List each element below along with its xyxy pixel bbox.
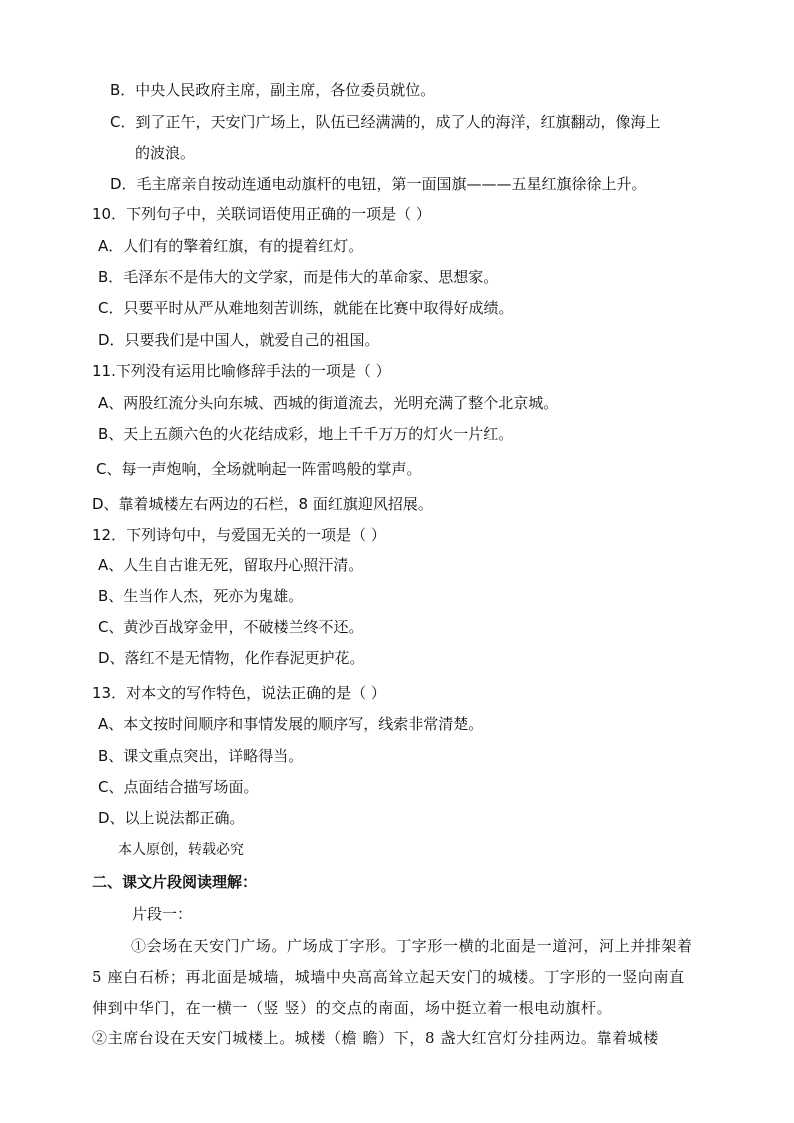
q13-option-c: C、点面结合描写场面。: [98, 778, 259, 796]
q9-option-c-continued: 的波浪。: [135, 144, 196, 162]
q13-option-d: D、以上说法都正确。: [98, 809, 245, 827]
q12-option-b: B、生当作人杰，死亦为鬼雄。: [98, 587, 304, 605]
q11-option-b: B、天上五颜六色的火花结成彩，地上千千万万的灯火一片红。: [98, 425, 514, 443]
section-heading: 二、课文片段阅读理解：: [92, 873, 258, 891]
paragraph-line-4: ②主席台设在天安门城楼上。城楼（檐 瞻）下，8 盏大红宫灯分挂两边。靠着城楼: [92, 1029, 659, 1047]
q10-option-a: A．人们有的擎着红旗，有的提着红灯。: [98, 237, 364, 255]
copyright-note: 本人原创，转载必究: [118, 842, 244, 858]
paragraph-line-1: ①会场在天安门广场。广场成丁字形。丁字形一横的北面是一道河，河上并排架着: [131, 937, 693, 955]
q9-option-c: C．到了正午，天安门广场上，队伍已经满满的，成了人的海洋，红旗翻动，像海上: [110, 113, 661, 131]
q13-option-a: A、本文按时间顺序和事情发展的顺序写，线索非常清楚。: [98, 715, 484, 733]
q11-question: 11.下列没有运用比喻修辞手法的一项是（ ）: [92, 362, 391, 380]
q12-option-d: D、落红不是无情物，化作春泥更护花。: [98, 649, 365, 667]
q10-option-c: C．只要平时从严从难地刻苦训练，就能在比赛中取得好成绩。: [98, 299, 514, 317]
q11-option-a: A、两股红流分头向东城、西城的街道流去，光明充满了整个北京城。: [98, 394, 559, 412]
q9-option-d: D．毛主席亲自按动连通电动旗杆的电钮，第一面国旗———五星红旗徐徐上升。: [110, 175, 647, 193]
q11-option-d: D、靠着城楼左右两边的石栏，8 面红旗迎风招展。: [92, 495, 433, 513]
q12-question: 12．下列诗句中，与爱国无关的一项是（ ）: [92, 526, 386, 544]
q10-question: 10．下列句子中，关联词语使用正确的一项是（ ）: [92, 205, 431, 223]
paragraph-line-2: 5 座白石桥；再北面是城墙，城墙中央高高耸立起天安门的城楼。丁字形的一竖向南直: [92, 968, 685, 986]
q10-option-b: B．毛泽东不是伟大的文学家，而是伟大的革命家、思想家。: [98, 268, 499, 286]
q12-option-a: A、人生自古谁无死，留取丹心照汗清。: [98, 556, 364, 574]
q10-option-d: D．只要我们是中国人，就爱自己的祖国。: [98, 331, 380, 349]
q13-question: 13．对本文的写作特色，说法正确的是（ ）: [92, 684, 386, 702]
q13-option-b: B、课文重点突出，详略得当。: [98, 747, 304, 765]
q12-option-c: C、黄沙百战穿金甲，不破楼兰终不还。: [98, 618, 364, 636]
paragraph-line-3: 伸到中华门，在一横一（竖 竖）的交点的南面，场中挺立着一根电动旗杆。: [92, 999, 613, 1017]
q9-option-b: B．中央人民政府主席，副主席，各位委员就位。: [110, 81, 436, 99]
fragment-label: 片段一：: [132, 905, 193, 923]
q11-option-c: C、每一声炮响，全场就响起一阵雷鸣般的掌声。: [96, 460, 422, 478]
